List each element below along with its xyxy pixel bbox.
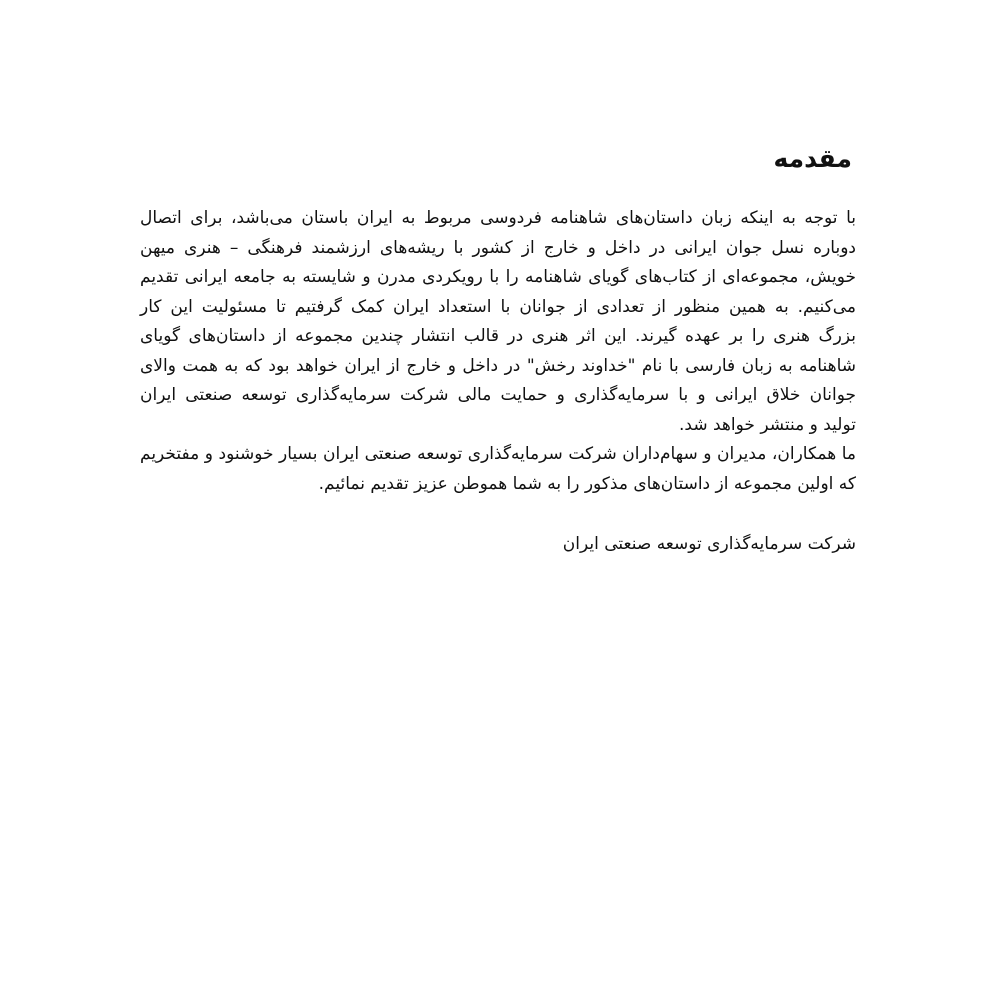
paragraph-line: بزرگ هنری را بر عهده گیرند. این اثر هنری در قالب انتشار چندین مجموعه از داستان‌های گویای (140, 326, 856, 346)
paragraph-line: با توجه به اینکه زبان داستان‌های شاهنامه فردوسی مربوط به ایران باستان می‌باشد، برای اتصال (140, 208, 856, 228)
page-title: مقدمه (773, 144, 852, 173)
document-content (140, 140, 856, 559)
signature: شرکت سرمایه‌گذاری توسعه صنعتی ایران (562, 534, 856, 554)
paragraph-line: تولید و منتشر خواهد شد. (679, 414, 856, 435)
paragraph-line: شاهنامه به زبان فارسی با نام "خداوند رخش" در داخل و خارج از ایران خواهد بود که به همت والای (140, 355, 856, 376)
paragraph-line: ما همکاران، مدیران و سهام‌داران شرکت سرمایه‌گذاری توسعه صنعتی ایران بسیار خوشنود و مفتخریم (140, 444, 856, 464)
paragraph-line: دوباره نسل جوان ایرانی در داخل و خارج از کشور با ریشه‌های ارزشمند فرهنگی – هنری میهن (140, 237, 856, 258)
paragraph-line: جوانان خلاق ایرانی و با سرمایه‌گذاری و حمایت مالی شرکت سرمایه‌گذاری توسعه صنعتی ایران (140, 385, 856, 405)
paragraph-line: می‌کنیم. به همین منظور از تعدادی از جوانان با استعداد ایران کمک گرفتیم تا مسئولیت این کار (140, 296, 856, 317)
paragraph-line: خویش، مجموعه‌ای از کتاب‌های گویای شاهنامه را با رویکردی مدرن و شایسته به جامعه ایرانی تقدیم (140, 267, 856, 287)
body-text (140, 204, 856, 499)
paragraph-line: که اولین مجموعه از داستان‌های مذکور را به شما هموطن عزیز تقدیم نمائیم. (318, 473, 856, 494)
